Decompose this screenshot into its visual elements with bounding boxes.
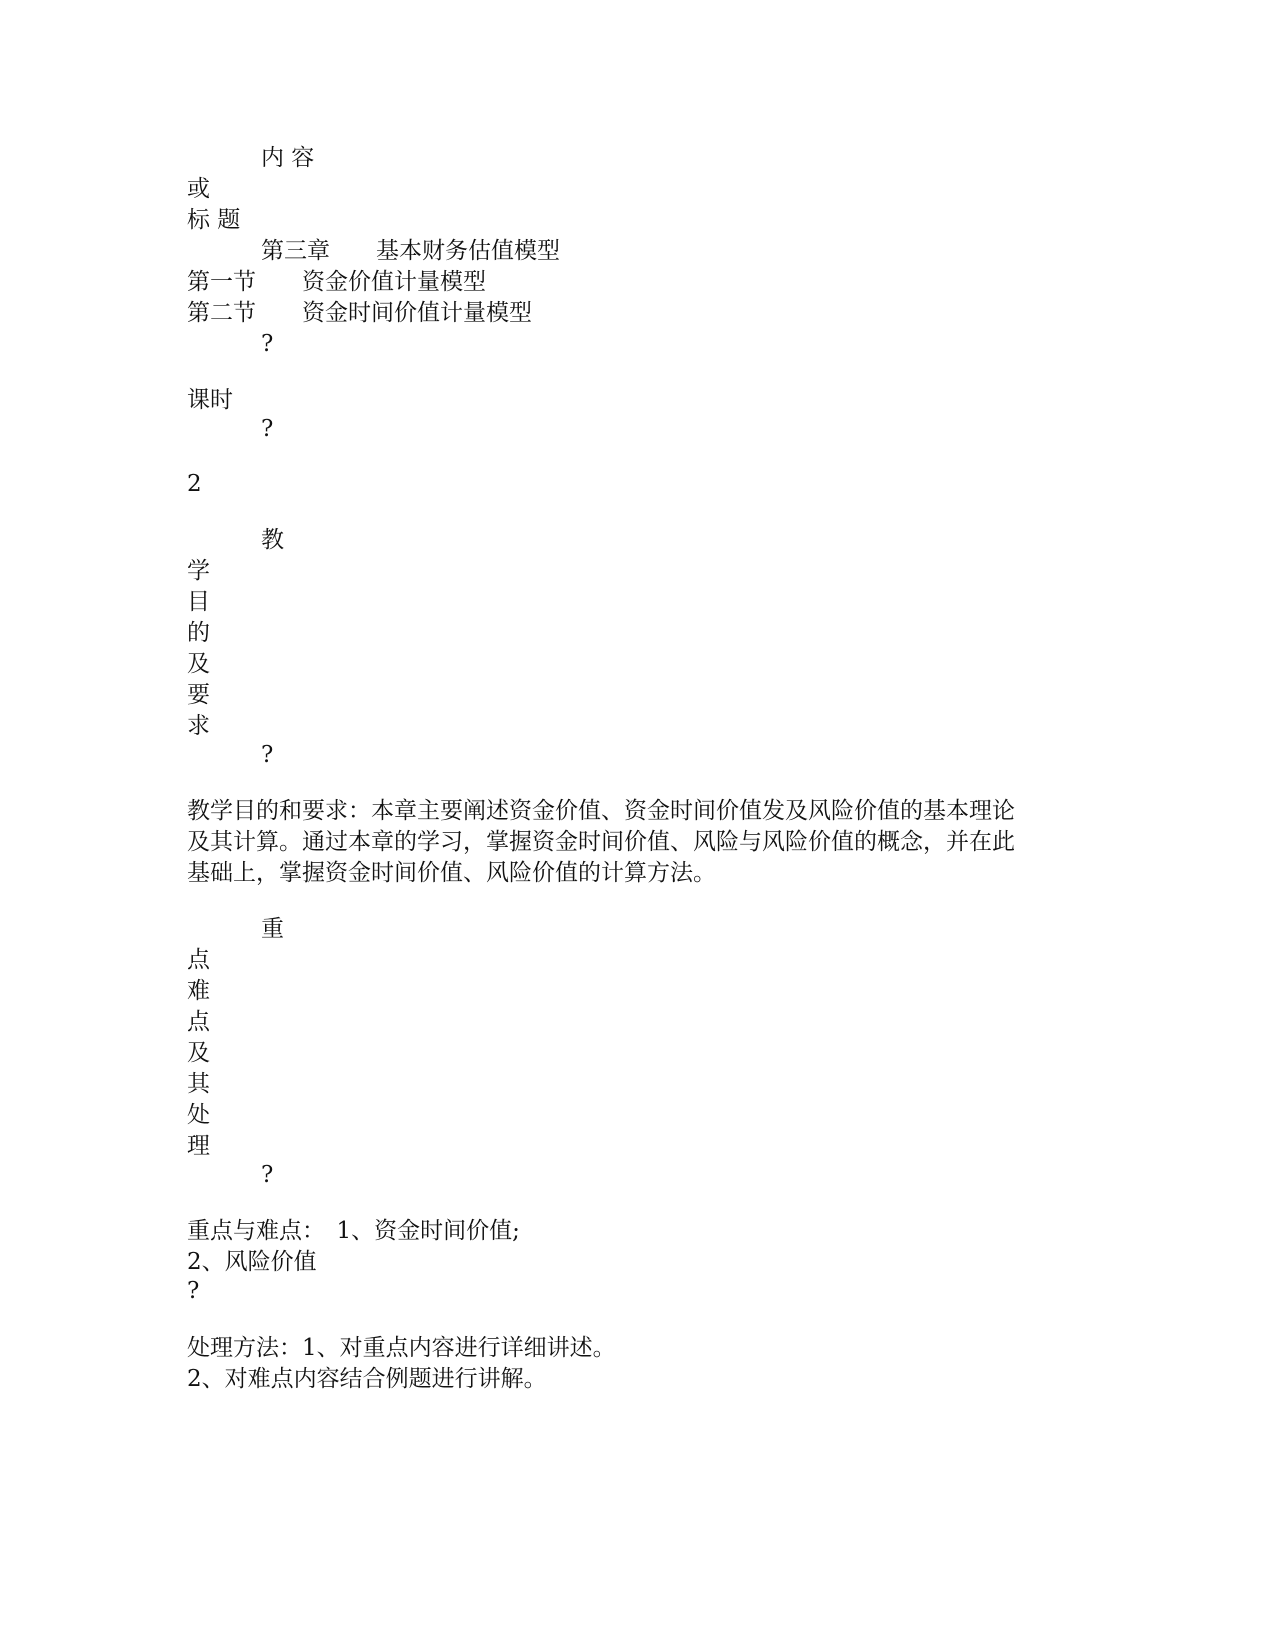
or-label: 或	[187, 176, 210, 202]
method-line-2: 2、对难点内容结合例题进行讲解。	[187, 1366, 547, 1392]
objectives-label-char: 求	[187, 713, 210, 739]
hours-value: 2	[187, 471, 202, 497]
question-mark: ?	[261, 416, 274, 442]
objectives-label-char: 及	[187, 651, 210, 677]
keypoints-label-char: 理	[187, 1133, 210, 1159]
keypoints-label-char: 点	[187, 947, 210, 973]
hours-label: 课时	[187, 387, 233, 413]
question-mark: ?	[187, 1278, 200, 1304]
objectives-label-char: 的	[187, 620, 210, 646]
keypoints-label-char: 重	[261, 916, 284, 942]
objectives-label-char: 要	[187, 682, 210, 708]
section-1: 第一节 资金价值计量模型	[187, 269, 486, 295]
keypoints-line-1: 重点与难点： 1、资金时间价值;	[187, 1218, 520, 1244]
objectives-text-line: 基础上，掌握资金时间价值、风险价值的计算方法。	[187, 860, 716, 886]
question-mark: ?	[261, 1162, 274, 1188]
keypoints-label-char: 其	[187, 1071, 210, 1097]
question-mark: ?	[261, 331, 274, 357]
title-label: 标 题	[187, 207, 241, 233]
objectives-label-char: 目	[187, 589, 210, 615]
objectives-label-char: 学	[187, 558, 210, 584]
content-label: 内 容	[261, 145, 315, 171]
keypoints-line-2: 2、风险价值	[187, 1249, 317, 1275]
keypoints-label-char: 难	[187, 978, 210, 1004]
question-mark: ?	[261, 742, 274, 768]
objectives-label-char: 教	[261, 527, 284, 553]
keypoints-label-char: 处	[187, 1102, 210, 1128]
section-2: 第二节 资金时间价值计量模型	[187, 300, 532, 326]
chapter-title: 第三章 基本财务估值模型	[261, 238, 560, 264]
objectives-text-line: 及其计算。通过本章的学习，掌握资金时间价值、风险与风险价值的概念，并在此	[187, 829, 1015, 855]
method-line-1: 处理方法：1、对重点内容进行详细讲述。	[187, 1335, 616, 1361]
keypoints-label-char: 点	[187, 1009, 210, 1035]
objectives-text-line: 教学目的和要求：本章主要阐述资金价值、资金时间价值发及风险价值的基本理论	[187, 798, 1015, 824]
keypoints-label-char: 及	[187, 1040, 210, 1066]
